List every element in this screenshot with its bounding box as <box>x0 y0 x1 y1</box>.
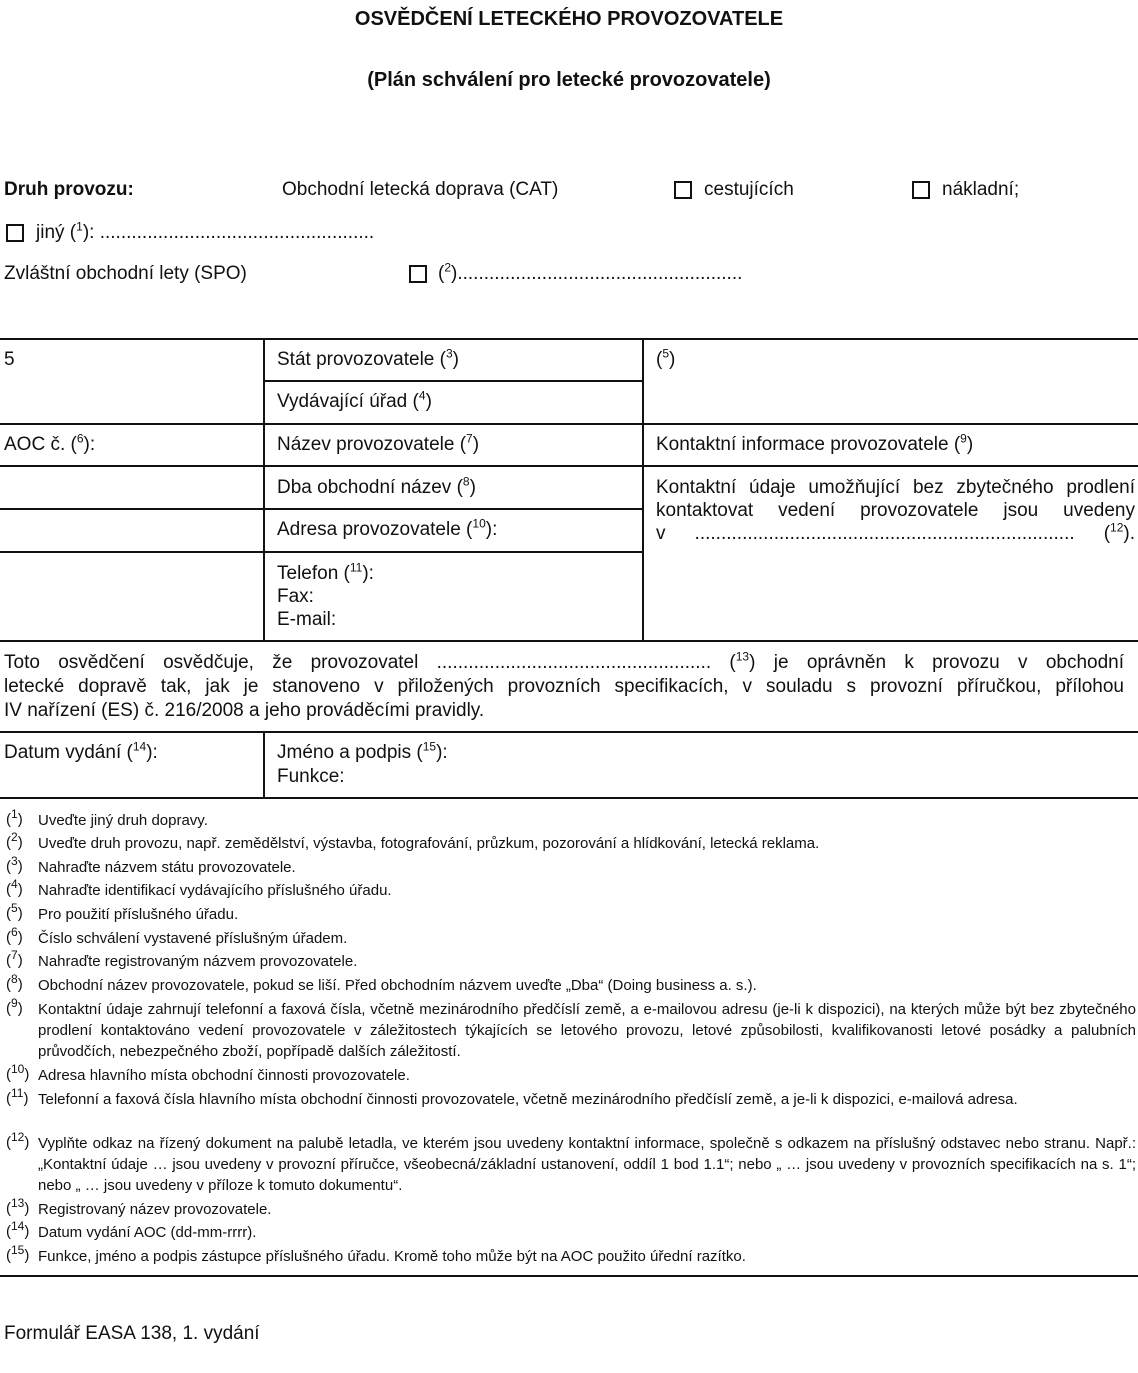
footnote-text: Uveďte druh provozu, např. zemědělství, výstavba, fotografování, průzkum, pozorování a hlídkování, letecká reklama. <box>38 835 820 852</box>
footnote-text: Obchodní název provozovatele, pokud se liší. Před obchodním názvem uveďte „Dba“ (Doing business a. s.). <box>38 977 757 994</box>
table-line <box>0 465 1138 467</box>
other-checkbox[interactable] <box>6 224 24 242</box>
spo-type-field: ($^2$)...................................................... <box>438 260 743 284</box>
footnote-text: Pro použití příslušného úřadu. <box>38 906 239 923</box>
operator-name-label: Název provozovatele ($^7$) <box>277 431 480 455</box>
other-label: jiný ($^1$): .................................................... <box>36 219 375 243</box>
footnotes-bottom-border <box>0 1275 1138 1277</box>
authority-use-cell: ($^5$) <box>656 346 676 370</box>
footnote-text: Číslo schválení vystavené příslušným úřadem. <box>38 930 348 947</box>
operator-contact-label: Kontaktní informace provozovatele ($^9$) <box>656 431 974 455</box>
certification-line-2: letecké dopravě tak, jak je stanoveno v přiložených provozních specifikacích, v souladu s provozní příručkou, přílohou <box>4 676 1124 697</box>
operation-label: Druh provozu: <box>4 179 134 200</box>
footnote-number: ($^8$) <box>6 972 23 993</box>
page-title: OSVĚDČENÍ LETECKÉHO PROVOZOVATELE <box>354 8 784 30</box>
dba-label: Dba obchodní název ($^8$) <box>277 474 476 498</box>
table-column-divider <box>642 338 644 641</box>
signature-divider <box>263 731 265 799</box>
footnote-number: ($^9$) <box>6 996 23 1017</box>
table-line <box>264 380 644 382</box>
footnote-text: Datum vydání AOC (dd-mm-rrrr). <box>38 1224 257 1241</box>
table-top-border <box>0 338 1138 340</box>
certification-line-3: IV nařízení (ES) č. 216/2008 a jeho prováděcími pravidly. <box>4 700 485 721</box>
footnote-number: ($^{14}$) <box>6 1219 30 1240</box>
footnote-number: ($^4$) <box>6 877 23 898</box>
footnote-number: ($^1$) <box>6 807 23 828</box>
footnote-text: Registrovaný název provozovatele. <box>38 1201 272 1218</box>
passengers-label: cestujících <box>704 179 794 200</box>
table-line <box>0 508 644 510</box>
spo-checkbox[interactable] <box>409 265 427 283</box>
name-signature-label: Jméno a podpis ($^{15}$): <box>277 739 448 763</box>
footnote-number: ($^{10}$) <box>6 1062 30 1083</box>
passengers-checkbox[interactable] <box>674 181 692 199</box>
operator-address-label: Adresa provozovatele ($^{10}$): <box>277 516 498 540</box>
table-line <box>0 423 1138 425</box>
fax-label: Fax: <box>277 586 314 607</box>
footnote-number: ($^2$) <box>6 830 23 851</box>
footnote-number: ($^{13}$) <box>6 1196 30 1217</box>
signature-bottom-border <box>0 797 1138 799</box>
state-of-operator-label: Stát provozovatele ($^3$) <box>277 346 459 370</box>
cargo-label: nákladní; <box>942 179 1020 200</box>
footnote-text: Telefonní a faxová čísla hlavního místa obchodní činnosti provozovatele, včetně mezinárodního předčíslí země, a je-li k dispozici, e-mailová adresa. <box>38 1091 1018 1108</box>
footnote-number: ($^6$) <box>6 925 23 946</box>
table-bottom-border <box>0 640 1138 642</box>
cat-label: Obchodní letecká doprava (CAT) <box>282 179 559 200</box>
cargo-checkbox[interactable] <box>912 181 930 199</box>
contact-detail-line-1: Kontaktní údaje umožňující bez zbytečného prodlení <box>656 477 1135 498</box>
footnote-text: Adresa hlavního místa obchodní činnosti provozovatele. <box>38 1067 410 1084</box>
footnote-number: ($^5$) <box>6 901 23 922</box>
aoc-number-label: AOC č. ($^6$): <box>4 431 96 455</box>
spo-label: Zvláštní obchodní lety (SPO) <box>4 263 247 284</box>
certification-line-1: Toto osvědčení osvědčuje, že provozovatel .................................................... ($^{13}$) je oprávněn k provozu v obchodní <box>4 649 1124 673</box>
footnote-number: ($^{11}$) <box>6 1086 29 1107</box>
footnote-number: ($^7$) <box>6 948 23 969</box>
page-subtitle: (Plán schválení pro letecké provozovatele) <box>367 69 771 91</box>
email-label: E-mail: <box>277 609 337 630</box>
footnote-text: Kontaktní údaje zahrnují telefonní a faxová čísla, včetně mezinárodního předčíslí země, a e-mailovou adresu (je-li k dispozici), na kterých může být bez zbytečného prodlení kontaktováno vedení provozovatele v záležitostech týkajících se letového provozu, letové způsobilosti, kvalifikovanosti letové posádky a palubních průvodčích, nebezpečného zboží, popřípadě dalších záležitostí. <box>38 1001 1136 1060</box>
cell-5: 5 <box>4 349 15 370</box>
footnote-number: ($^{12}$) <box>6 1130 30 1151</box>
footnote-number: ($^3$) <box>6 854 23 875</box>
footnote-text: Nahraďte identifikací vydávajícího příslušného úřadu. <box>38 882 392 899</box>
table-line <box>0 551 644 553</box>
contact-detail-line-3: v ........................................................................ ($^{12}$). <box>656 520 1135 544</box>
telephone-label: Telefon ($^{11}$): <box>277 560 374 584</box>
signature-top-border <box>0 731 1138 733</box>
table-column-divider <box>263 338 265 641</box>
form-id: Formulář EASA 138, 1. vydání <box>4 1323 260 1344</box>
function-label: Funkce: <box>277 766 345 787</box>
footnote-text: Nahraďte registrovaným názvem provozovatele. <box>38 953 358 970</box>
footnote-text: Vyplňte odkaz na řízený dokument na palubě letadla, ve kterém jsou uvedeny kontaktní informace, společně s odkazem na příslušný odstavec nebo stranu. Např.: „Kontaktní údaje … jsou uvedeny v provozní příručce, všeobecná/základní ustanovení, oddíl 1 bod 1.1“; nebo „ … jsou uvedeny v provozních specifikacích na s. 1“; nebo „ … jsou uvedeny v příloze k tomuto dokumentu“. <box>38 1135 1136 1194</box>
date-of-issue-label: Datum vydání ($^{14}$): <box>4 739 158 763</box>
footnote-text: Funkce, jméno a podpis zástupce příslušného úřadu. Kromě toho může být na AOC použito úřední razítko. <box>38 1248 746 1265</box>
footnote-text: Nahraďte názvem státu provozovatele. <box>38 859 296 876</box>
footnote-text: Uveďte jiný druh dopravy. <box>38 812 208 829</box>
footnote-number: ($^{15}$) <box>6 1243 30 1264</box>
issuing-authority-label: Vydávající úřad ($^4$) <box>277 388 432 412</box>
contact-detail-line-2: kontaktovat vedení provozovatele jsou uvedeny <box>656 500 1135 521</box>
